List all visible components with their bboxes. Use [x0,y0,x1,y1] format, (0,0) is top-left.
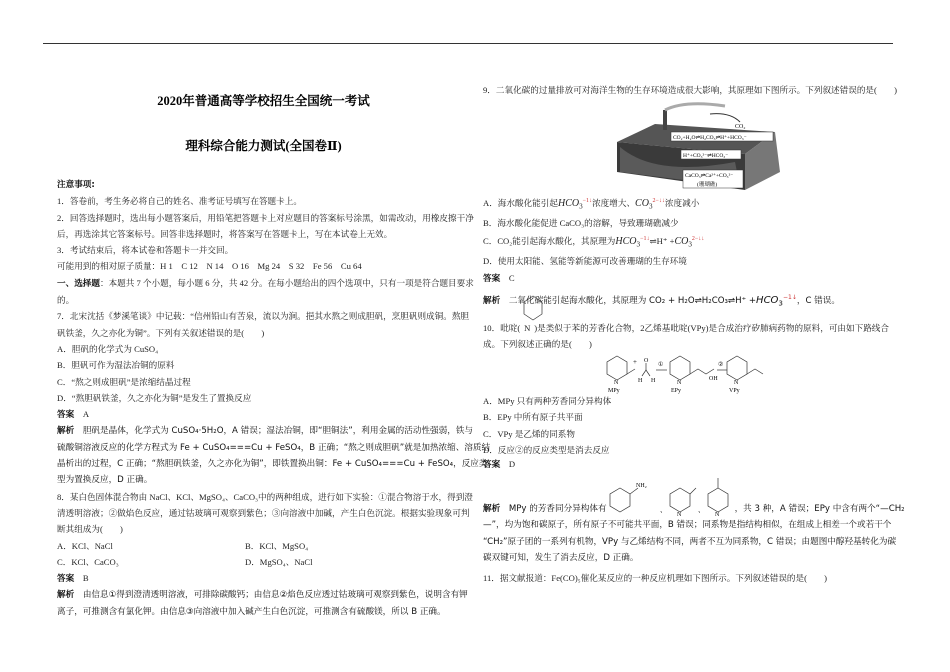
q9-option-a: 浓度增大、 [592,197,636,208]
q10-option: D．反应②的反应类型是消去反应 [483,444,610,455]
q10-analysis-text: MPy 的芳香同分异构体有 [508,504,607,514]
q8-answer: B [82,573,89,584]
q9-option-a: 浓度减小 [664,197,700,208]
q9-analysis: 二氧化碳能引起海水酸化，其原理为 CO₂ + H₂O⇌H₂CO₃⇌H⁺ + [508,295,757,306]
q10-option: A．MPy 只有两种芳香同分异构体 [483,396,612,406]
exam-subtitle: 理科综合能力测试(全国卷Ⅱ) [185,139,342,153]
ocean-acidification-figure [615,102,785,190]
section-label: 一、选择题 [57,278,100,289]
q8-stem: 清透明溶液；②做焰色反应，通过钴玻璃可观察到紫色；③向溶液中加碱，产生白色沉淀。根据实验现象可判 [57,507,470,518]
q10-analysis-text: “CH₂”原子团的一系列有机物，VPy 与乙烯结构不同，两者不互为同系物，C 错误；由题图中醇羟基转化为碳 [483,536,897,547]
q8-analysis: 离子，可推测含有氯化钾。由信息③向溶液中加入碱产生白色沉淀，可推测含有硫酸镁，所以 B 正确。 [57,606,446,617]
q7-stem: 7．北宋沈括《梦溪笔谈》中记载：“信州铅山有苦泉，流以为涧。挹其水熬之则成胆矾，烹胆矾则成铜。熬胆 [57,311,470,322]
q9-body [483,193,903,312]
q10-stem: 成。下列叙述正确的是( ) [483,339,592,350]
q8-stem: 8．某白色固体混合物由 NaCl、KCl、MgSO₄、CaCO₃中的两种组成，进行如下实验：①混合物溶于水，得到澄 [57,491,473,502]
formula: HCO [615,236,637,248]
formula-charge: −1↓ [582,198,593,204]
note-item: 2．回答选择题时，选出每小题答案后，用铅笔把答题卡上对应题目的答案标号涂黑，如需改动，用橡皮擦干净 [57,212,474,223]
atomic-mass: 可能用到的相对原子质量：H 1 C 12 N 14 O 16 Mg 24 S 32 Fe 56 Cu 64 [57,261,362,272]
section-text: 的。 [57,295,75,306]
q9-stem: 9．二氧化碳的过量排放可对海洋生物的生存环境造成很大影响，其原理如下图所示。下列叙述错误的是( ) [483,85,897,95]
formula-charge: 2−↓↓ [652,198,665,204]
q10-option: C．VPy 是乙烯的同系物 [483,428,575,439]
atom-n: N [734,380,739,386]
q8-option: A．KCl、NaCl [57,540,113,551]
step-2-label: ② [718,362,724,368]
q7-answer: A [82,409,90,420]
fig-eq3-note: (珊瑚礁) [697,182,718,188]
formula-sub: 3 [636,240,641,249]
q10-answer: D [508,459,516,470]
synthesis-scheme [605,354,795,394]
answer-label: 答案 [57,574,75,585]
label-mpy: MPy [608,388,620,394]
fig-eq3: CaCO₃⇌Ca²⁺+CO₃²⁻ [685,173,734,179]
analysis-label: 解析 [483,295,501,306]
plus-sign: + [633,358,637,366]
answer-label: 答案 [483,274,501,285]
atom-n: N [677,512,682,516]
q9-option-d: D．使用太阳能、氢能等新能源可改善珊瑚的生存环境 [483,256,687,267]
fig-eq2: H⁺+CO₃²⁻⇌HCO₃⁻ [683,153,729,159]
exam-title: 2020年普通高等学校招生全国统一考试 [157,94,370,108]
q9-option-a: A．海水酸化能引起 [483,197,558,208]
note-item: 1．答卷前，考生务必将自己的姓名、准考证号填写在答题卡上。 [57,196,302,207]
q9-option-b: B．海水酸化能促进 CaCO₃的溶解，导致珊瑚礁减少 [483,217,679,228]
q7-analysis: 型为置换反应，D 正确。 [57,475,153,486]
note-item: 3．考试结束后，将本试卷和答题卡一并交回。 [57,245,234,256]
q7-stem: 矾铁釜，久之亦化为铜”。下列有关叙述错误的是( ) [57,327,265,338]
q10-body [483,320,903,353]
q8-option: B．KCl、MgSO₄ [245,540,309,551]
formula-sub: 3 [688,240,692,249]
separator: 、 [698,506,705,514]
formula-sub: 3 [579,202,583,211]
q10-stem: )是类似于苯的芳香化合物，2乙烯基吡啶(VPy)是合成治疗矽肺病药物的原料，可由如下路线合 [534,323,889,333]
label-vpy: VPy [729,388,740,394]
q10-analysis-text: ，共 3 种，A 错误；EPy 中含有两个“—CH₂ [734,504,905,514]
analysis-label: 解析 [57,590,75,601]
fig-co2: CO₂ [735,124,746,130]
q7-option: C．“熬之则成胆矾”是浓缩结晶过程 [57,376,191,387]
q9-option-c: ⇌H⁺ + [649,236,675,247]
q7-option: B．胆矾可作为湿法冶铜的原料 [57,360,175,371]
atom-n: N [614,380,619,386]
analysis-label: 解析 [57,426,75,437]
q7-analysis: 晶析出的过程，C 正确；“熬胆矾铁釜，久之亦化为铜”，即铁置换出铜：Fe + CuSO₄===Cu + FeSO₄，反应类 [57,459,488,470]
step-1-label: ① [658,362,664,368]
pyridine-ring-icon [522,294,544,328]
q8-stem: 断其组成为( ) [57,524,123,535]
q9-analysis: ，C 错误。 [796,295,840,306]
group-nh2: NH₂ [636,483,647,489]
left-column [57,177,491,620]
group-oh: OH [709,376,718,382]
atom-n: N [677,380,682,386]
answer-label: 答案 [57,410,75,421]
formula-charge: −1↓ [640,236,650,243]
q10-option: B．EPy 中所有原子共平面 [483,412,583,423]
q7-analysis: 硫酸铜溶液反应的化学方程式为 Fe + CuSO₄===Cu + FeSO₄，B 正确；“熬之则成胆矾”就是加热浓缩、溶质结 [57,442,491,453]
formula-sub: 3 [778,298,783,308]
formula: CO [635,197,649,209]
q7-analysis: 胆矾是晶体，化学式为 CuSO₄·5H₂O，A 错误；湿法冶铜，即“胆铜法”，利用金属的活动性强弱，铁与 [82,426,474,437]
q9-option-c: C．CO₂能引起海水酸化，其原理为 [483,236,616,247]
note-item: 后，再选涂其它答案标号。回答非选择题时，将答案写在答题卡上，写在本试卷上无效。 [57,228,393,239]
answer-label: 答案 [483,460,501,471]
atom-h: H [651,378,656,384]
atom-h: H [638,378,643,384]
formula-sub: 3 [648,202,653,211]
q10-analysis-text: 碳双键可知，发生了消去反应，D 正确。 [483,552,639,563]
q10-analysis-text: —”，均为饱和碳原子，所有原子不可能共平面，B 错误；同系物是指结构相似，在组成上相差一个或若干个 [483,520,892,531]
q7-option: D．“熬胆矾铁釜，久之亦化为铜”是发生了置换反应 [57,392,252,403]
q10-options [483,393,903,473]
q11-stem: 11．据文献报道：Fe(CO)₅催化某反应的一种反应机理如下图所示。下列叙述错误的是( ) [483,573,828,583]
q8-option: C．KCl、CaCO₃ [57,556,119,567]
formula-charge: −1↓ [782,293,797,301]
q10-stem: 10．吡啶( [483,323,521,333]
separator: 、 [660,506,667,514]
formula-charge: 2−↓↓ [691,236,705,243]
atom-n: N [524,323,531,333]
top-rule [43,43,893,44]
section-text: ：本题共 7 个小题，每小题 6 分，共 42 分。在每小题给出的四个选项中，只有一项是符合题目要求 [99,277,474,288]
fig-eq1: CO₂+H₂O⇌H₂CO₃⇌H⁺+HCO₃⁻ [673,135,747,141]
formula: HCO [557,197,580,209]
q9-answer: C [508,273,515,284]
label-epy: EPy [671,388,682,394]
q10-analysis [483,501,903,566]
q7-option: A．胆矾的化学式为 CuSO₄ [57,343,159,354]
q8-option: D．MgSO₄、NaCl [245,556,313,567]
analysis-label: 解析 [483,504,501,514]
atom-o: O [644,358,649,364]
atom-n: N [715,512,720,516]
q8-analysis: 由信息①得到澄清透明溶液，可排除碳酸钙；由信息②焰色反应透过钴玻璃可观察到紫色，说明含有钾 [82,590,468,601]
formula: HCO [756,294,779,306]
notes-heading: 注意事项: [57,180,95,190]
formula: CO [674,236,689,248]
